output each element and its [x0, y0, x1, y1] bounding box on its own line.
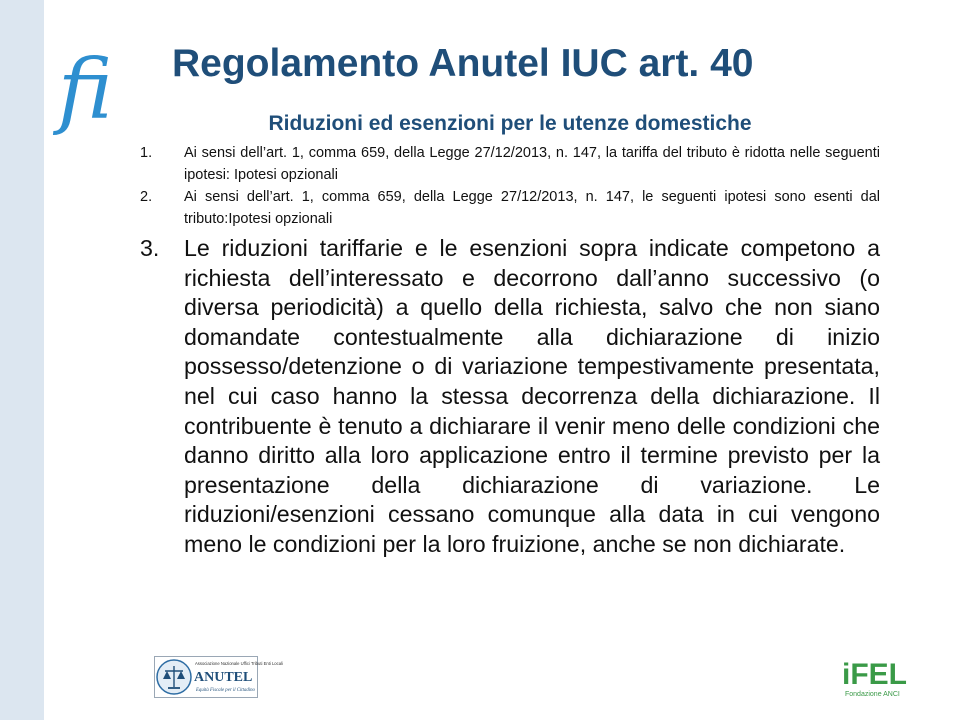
- list-item-number: 3.: [140, 235, 160, 261]
- anutel-tagline-text: Equità Fiscale per il Cittadino: [196, 688, 255, 693]
- slide-subtitle: Riduzioni ed esenzioni per le utenze domestiche: [268, 112, 752, 135]
- ifel-logo: [840, 652, 910, 702]
- list-item-3: [140, 234, 880, 560]
- fi-logo: [56, 40, 136, 136]
- list-item-text: Ai sensi dell’art. 1, comma 659, della Legge 27/12/2013, n. 147, la tariffa del tributo è ridotta nelle seguenti ipotesi: Ipotesi opzionali: [184, 145, 880, 183]
- anutel-name-text: ANUTEL: [194, 670, 253, 685]
- list-item-1: [140, 142, 880, 186]
- fi-logo-text: fi: [58, 43, 113, 138]
- list-item-2: [140, 186, 880, 230]
- list-item-text: Ai sensi dell’art. 1, comma 659, della Legge 27/12/2013, n. 147, le seguenti ipotesi sono esenti dal tributo:Ipotesi opzionali: [184, 189, 880, 227]
- list-item-number: 1.: [140, 145, 153, 161]
- ifel-sub-text: Fondazione ANCI: [845, 691, 900, 698]
- anutel-logo: [154, 656, 283, 698]
- left-side-band: [0, 0, 44, 720]
- slide-title: Regolamento Anutel IUC art. 40: [172, 42, 754, 85]
- anutel-org-text: Associazione Nazionale Uffici Tributi Enti Locali: [195, 661, 283, 666]
- ifel-name-text: iFEL: [842, 658, 907, 691]
- list-item-text: Le riduzioni tariffarie e le esenzioni sopra indicate competono a richiesta dell’interessato e decorrono dall’anno successivo (o diversa periodicità) a quello della richiesta, salvo che non siano domandate contestualmente alla dichiarazione di inizio possesso/detenzione o di variazione tempestivamente presentata, nel cui caso hanno la stessa decorrenza della dichiarazione. Il contribuente è tenuto a dichiarare il venir meno delle condizioni che danno diritto alla loro applicazione entro il termine previsto per la presentazione della dichiarazione di variazione. Le riduzioni/esenzioni cessano comunque alla data in cui vengono meno le condizioni per la loro fruizione, anche se non dichiarate.: [184, 235, 880, 557]
- list-item-number: 2.: [140, 189, 153, 205]
